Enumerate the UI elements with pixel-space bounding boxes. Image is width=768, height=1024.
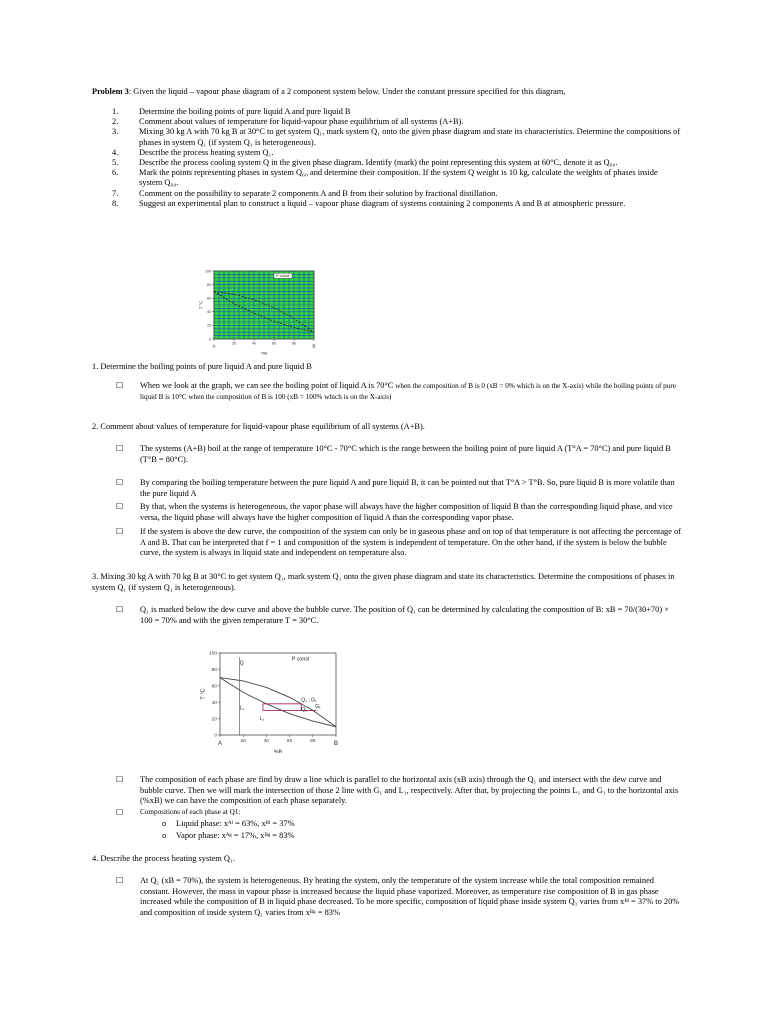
bullet-box-icon: ☐ bbox=[116, 527, 124, 536]
annotation-text: P const bbox=[291, 656, 310, 663]
x-end-label-a: A bbox=[212, 343, 216, 349]
problem-item-text: Mark the points representing phases in system Q₆₀ and determine their composition. If the system Q weight is 10 kg, calculate the weights of phases inside system Q₆₀. bbox=[139, 168, 658, 188]
problem-item-number: 7. bbox=[112, 188, 119, 198]
bullet-box-icon: ☐ bbox=[116, 876, 124, 885]
problem-intro bbox=[92, 86, 682, 97]
liquid-phase-text: Liquid phase: xᴬˡ = 63%, xᴮˡ = 37% bbox=[176, 819, 295, 828]
problem-item-number: 2. bbox=[112, 117, 119, 127]
bullet-box-icon: ☐ bbox=[116, 478, 124, 487]
section2-bullet-3 bbox=[116, 502, 682, 523]
x-tick-label: 60 bbox=[286, 738, 293, 744]
phase-diagram-annotated bbox=[196, 647, 346, 753]
problem-item-number: 3. bbox=[112, 127, 119, 137]
section4-bullet bbox=[116, 876, 682, 918]
section3-heading: 3. Mixing 30 kg A with 70 kg B at 30°C to get system Q₁, mark system Q₁ onto the given phase diagram and state its characteristics. Determine the compositions of phases in system Q₁ (if system Q₁ is heterogeneous). bbox=[92, 572, 675, 592]
section2-heading: 2. Comment about values of temperature for liquid-vapour phase equilibrium of all systems (A+B). bbox=[92, 422, 425, 431]
section2-bullet-4-text: If the system is above the dew curve, the composition of the system can only be in gaseous phase and on top of that temperature is not affecting the percentage of A and B. That can be interpreted that f = 1 and composition of the system is independent of temperature. On the other hand, if the system is below the bubble curve, the system is always in liquid state and independent on temperature also. bbox=[140, 527, 682, 557]
x-end-label-a: A bbox=[217, 740, 223, 747]
y-tick-label: 100 bbox=[208, 651, 217, 657]
bullet-box-icon: ☐ bbox=[116, 444, 124, 453]
problem-item bbox=[112, 199, 682, 209]
problem-item bbox=[112, 158, 682, 168]
section3-bullet-3-text: Compositions of each phase at Q1: bbox=[140, 808, 241, 816]
x-tick-label: 40 bbox=[252, 341, 256, 346]
bullet-box-icon: ☐ bbox=[116, 775, 124, 784]
vapor-phase-item bbox=[162, 830, 294, 842]
point-label: G₁ bbox=[315, 703, 321, 710]
liquid-phase-item bbox=[162, 818, 295, 830]
point-label: Q₁ bbox=[301, 707, 307, 714]
y-tick-label: 60 bbox=[211, 684, 217, 690]
vapor-phase-text: Vapor phase: xᴬᵍ = 17%, xᴮᵍ = 83% bbox=[176, 831, 295, 840]
section3-bullet-1 bbox=[116, 605, 682, 626]
section1-heading: 1. Determine the boiling points of pure liquid A and pure liquid B bbox=[92, 362, 312, 371]
problem-item-number: 8. bbox=[112, 198, 119, 208]
problem-item bbox=[112, 127, 682, 147]
section2-bullet-2-text: By comparing the boiling temperature between the pure liquid A and pure liquid B, it can be pointed out that T°A > T°B. So, pure liquid B is more volatile than the pure liquid A bbox=[140, 478, 675, 498]
section4-heading: 4. Describe the process heating system Q₁. bbox=[92, 854, 235, 863]
circle-bullet-icon: o bbox=[162, 820, 167, 828]
annotation-text: P const bbox=[276, 272, 290, 278]
problem-item-text: Suggest an experimental plan to construct a liquid – vapour phase diagram of systems containing 2 components A and B at atmospheric pressure. bbox=[139, 198, 626, 208]
problem-item-number: 6. bbox=[112, 168, 119, 178]
y-axis-label: T °C bbox=[200, 688, 207, 700]
bullet-box-icon: ☐ bbox=[116, 605, 124, 614]
section3-bullet-2-text: The composition of each phase are find by draw a line which is parallel to the horizontal axis (xB axis) through the Q₁ and intersect with the dew curve and bubble curve. Then we will mark the intersection of those 2 line with G₁ and L₁, respectively. After that, by projecting the points L₁ and G₁ to the horizontal axis (%xB) we can have the composition of each phase separately. bbox=[140, 775, 679, 805]
x-axis-label: %B bbox=[273, 749, 283, 753]
section2-bullet-1 bbox=[116, 444, 682, 465]
phase-diagram-small bbox=[192, 266, 322, 356]
circle-bullet-icon: o bbox=[162, 832, 167, 840]
problem-list bbox=[112, 107, 682, 209]
problem-item-number: 5. bbox=[112, 158, 119, 168]
y-tick-label: 100 bbox=[205, 269, 211, 274]
problem-item bbox=[112, 107, 682, 117]
y-tick-label: 80 bbox=[211, 668, 217, 674]
x-tick-label: 20 bbox=[240, 738, 246, 744]
bullet-box-icon: ☐ bbox=[116, 502, 124, 511]
problem-item-number: 4. bbox=[112, 147, 119, 157]
x-tick-label: 80 bbox=[310, 738, 316, 744]
point-label: L₁ bbox=[239, 705, 245, 712]
section3-bullet-1-text: Q₁ is marked below the dew curve and above the bubble curve. The position of Q₁ can be determined by calculating the composition of B: xB = 70/(30+70) × 100 = 70% and with the given temperature T = 30°C. bbox=[140, 605, 669, 625]
problem-intro-text: : Given the liquid – vapour phase diagram of a 2 component system below. Under the constant pressure specified for this diagram, bbox=[128, 87, 566, 96]
problem-item-text: Describe the process cooling system Q in the given phase diagram. Identify (mark) the point representing this system at 60°C, denote it as Q₆₀. bbox=[139, 158, 618, 168]
bullet-box-icon: ☐ bbox=[116, 808, 124, 817]
point-label: Q₁ ; G₁ bbox=[301, 697, 317, 704]
section2-bullet-3-text: By that, when the systems is heterogeneous, the vapor phase will always have the higher composition of liquid B than the corresponding liquid phase, and vice versa, the liquid phase will always have the higher composition of liquid A than the corresponding vapor phase. bbox=[140, 502, 673, 522]
section2-bullet-4 bbox=[116, 527, 682, 559]
section4-bullet-text: At Q₁ (xB = 70%), the system is heterogeneous. By heating the system, only the temperature of the system increase while the total composition remained constant. However, the mass in vapour phase is increased because the liquid phase vaporized. Moreover, as temperature rise composition of B in gas phase increased while the composition of B in liquid phase decreased. To be more specific, composition of liquid phase inside system Q₁ varies from xᴮˡ = 37% to 20% and composition of inside system Q₁ varies from xᴮᵍ = 83% bbox=[140, 876, 680, 917]
point-label: L₁ bbox=[259, 716, 264, 723]
point-label: Q bbox=[239, 660, 244, 667]
problem-item-text: Mixing 30 kg A with 70 kg B at 30°C to get system Q₁, mark system Q₁ onto the given phase diagram and state its characteristics. Determine the compositions of phases in system Q₁ (if system Q₁ is heterogeneous). bbox=[139, 127, 681, 147]
problem-item-text: Comment about values of temperature for liquid-vapour phase equilibrium of all systems (A+B). bbox=[139, 117, 464, 127]
y-tick-label: 0 bbox=[209, 337, 211, 342]
x-tick-label: 20 bbox=[232, 341, 236, 346]
y-tick-label: 60 bbox=[207, 296, 211, 301]
problem-item-text: Describe the process heating system Q₁. bbox=[139, 147, 274, 157]
x-tick-label: 80 bbox=[292, 341, 296, 346]
problem-item-text: Determine the boiling points of pure liquid A and pure liquid B bbox=[139, 107, 351, 116]
y-tick-label: 0 bbox=[214, 733, 217, 739]
problem-label: Problem 3 bbox=[92, 87, 129, 96]
bullet-box-icon: ☐ bbox=[116, 381, 124, 390]
section1-bullet-small: when the composition of B is 0 (xB = 0% which is on the X-axis) while the boiling points of pure liquid B is 10°C when the composition of B is 100 (xB = 100% which is on the X-axis) bbox=[140, 382, 676, 401]
x-end-label-b: B bbox=[333, 740, 339, 747]
y-tick-label: 40 bbox=[207, 310, 211, 315]
x-tick-label: 40 bbox=[263, 738, 270, 744]
y-tick-label: 20 bbox=[207, 323, 211, 328]
problem-item bbox=[112, 189, 682, 199]
problem-item-text: Comment on the possibility to separate 2 components A and B from their solution by fractional distillation. bbox=[139, 188, 498, 198]
problem-item-number: 1. bbox=[112, 107, 119, 116]
problem-item bbox=[112, 148, 682, 158]
problem-item bbox=[112, 117, 682, 127]
section2-bullet-1-text: The systems (A+B) boil at the range of temperature 10°C - 70°C which is the range between the boiling point of pure liquid A (T°A = 70°C) and pure liquid B (T°B = 80°C). bbox=[140, 444, 671, 464]
section1-bullet-main: When we look at the graph, we can see the boiling point of liquid A is 70°C bbox=[140, 381, 394, 390]
section1-bullet bbox=[116, 381, 682, 402]
section3-bullet-2 bbox=[116, 775, 682, 807]
problem-item bbox=[112, 168, 682, 188]
y-tick-label: 80 bbox=[207, 282, 211, 287]
section3-bullet-3 bbox=[116, 808, 682, 817]
section2-bullet-2 bbox=[116, 478, 682, 499]
y-tick-label: 40 bbox=[211, 700, 217, 706]
x-tick-label: 60 bbox=[272, 341, 276, 346]
y-axis-label: T °C bbox=[198, 300, 204, 310]
y-tick-label: 20 bbox=[211, 717, 217, 723]
x-axis-label: %B bbox=[260, 350, 268, 356]
x-end-label-b: B bbox=[312, 343, 316, 349]
